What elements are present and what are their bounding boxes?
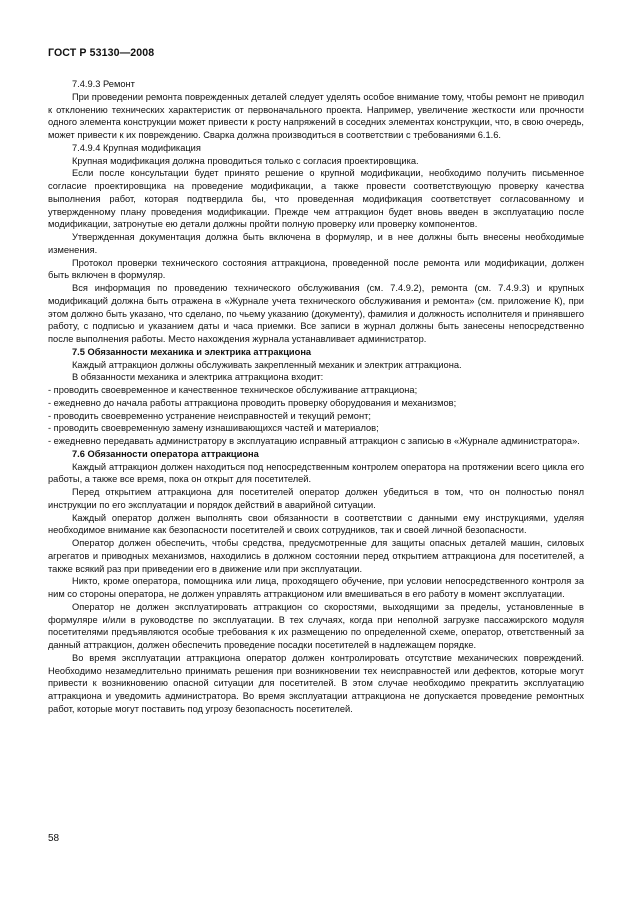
document-body <box>48 78 584 716</box>
page-number: 58 <box>48 833 60 844</box>
paragraph: Протокол проверки технического состояния аттракциона, проведенной после ремонта или модификации, должен быть включен в формуляр. <box>48 257 584 281</box>
paragraph: Каждый аттракцион должны обслуживать закрепленный механик и электрик аттракциона. <box>72 359 462 370</box>
paragraph: Во время эксплуатации аттракциона оператор должен контролировать отсутствие механических повреждений. Необходимо незамедлительно принимать решения при возникновении тех неисправностей или дефектов, которые могут привести к возникновению опасной ситуации для посетителей. В этом случае необходимо прекратить эксплуатацию аттракциона и уведомить администратора. Во время эксплуатации аттракциона не допускается проведение ремонтных работ, которые могут поставить под угрозу безопасность посетителей. <box>48 652 584 714</box>
paragraph: Оператор не должен эксплуатировать аттракцион со скоростями, выходящими за пределы, установленные в формуляре и/или в руководстве по эксплуатации. В тех случаях, когда при неполной загрузке пассажирского модуля посетителями предъявляются особые требования к их размещению по определенной схеме, оператор, ответственный за данный аттракцион, должен обеспечить проведение посадки посетителей в надлежащем порядке. <box>48 601 584 650</box>
list-item: - ежедневно передавать администратору в эксплуатацию исправный аттракцион с записью в «Журнале администратора». <box>48 436 580 446</box>
paragraph: Вся информация по проведению технического обслуживания (см. 7.4.9.2), ремонта (см. 7.4.9.3) и крупных модификаций должна быть отражена в «Журнале учета технического обслуживания и ремонта» (см. приложение К), при этом должно быть указано, что сделано, по чьему указанию (документу), фамилия и должность исполнителя и принявшего работу, с подписью и указанием даты и часа приемки. Все записи в журнал должны быть занесены непосредственно после выполнения работы. Место нахождения журнала устанавливает администратор. <box>48 283 584 344</box>
paragraph: Каждый аттракцион должен находиться под непосредственным контролем оператора на протяжении всего цикла его работы, а также все время, пока он открыт для посетителей. <box>48 461 584 485</box>
paragraph: Если после консультации будет принято решение о крупной модификации, необходимо получить письменное согласие проектировщика на проведение модификации, а также провести соответствующую проверку качества выполнения работ, которая подтвердила бы, что проведенная модификация соответствует согласованному и утвержденному плану проведения модификации. Прежде чем аттракцион будет вновь введен в эксплуатацию после модификации, затронутые ею детали должны пройти полную проверку или проверку компонентов. <box>48 168 584 230</box>
paragraph: Утвержденная документация должна быть включена в формуляр, и в нее должны быть внесены необходимые изменения. <box>48 232 584 255</box>
list-item: - проводить своевременно устранение неисправностей и текущий ремонт; <box>48 410 371 421</box>
list-item: - проводить своевременное и качественное техническое обслуживание аттракциона; <box>48 385 418 395</box>
subsection-heading-major-modification: 7.4.9.4 Крупная модификация <box>72 142 201 153</box>
paragraph: В обязанности механика и электрика аттракциона входит: <box>72 372 324 383</box>
paragraph: Никто, кроме оператора, помощника или лица, проходящего обучение, при условии непосредственного контроля за ним со стороны оператора, не должен управлять аттракционом или вмешиваться в его работу в момент эксплуатации. <box>48 576 584 599</box>
section-heading-mechanic-electrician: 7.5 Обязанности механика и электрика аттракциона <box>72 346 312 357</box>
paragraph: Оператор должен обеспечить, чтобы средства, предусмотренные для защиты опасных деталей машин, силовых агрегатов и приводных механизмов, находились в должном состоянии перед открытием аттракциона для посетителей, а также всякий раз при приведении его в движение или при эксплуатации. <box>48 538 584 574</box>
paragraph: Каждый оператор должен выполнять свои обязанности в соответствии с данными ему инструкциями, уделяя необходимое внимание как безопасности посетителей и своих сотрудников, так и своей личной безопасности. <box>48 512 584 536</box>
section-heading-operator: 7.6 Обязанности оператора аттракциона <box>72 448 259 459</box>
list-item: - проводить своевременную замену изнашивающихся частей и материалов; <box>48 423 379 434</box>
paragraph: Крупная модификация должна проводиться только с согласия проектировщика. <box>72 155 419 166</box>
paragraph: Перед открытием аттракциона для посетителей оператор должен убедиться в том, что он полностью понял инструкции по его эксплуатации и порядок действий в аварийной ситуации. <box>48 487 584 510</box>
paragraph: При проведении ремонта поврежденных деталей следует уделять особое внимание тому, чтобы ремонт не приводил к отклонению технических характеристик от первоначального проекта. Например, увеличение жесткости или прочности одного элемента конструкции может привести к росту напряжений в соседних элементах конструкции, что, в свою очередь, может привести к их повреждению. Сварка должна производиться в соответствии с требованиями 6.1.6. <box>48 91 584 140</box>
page-header-standard-code: ГОСТ Р 53130—2008 <box>48 47 155 59</box>
list-item: - ежедневно до начала работы аттракциона проводить проверку оборудования и механизмов; <box>48 397 457 408</box>
subsection-heading-repair: 7.4.9.3 Ремонт <box>72 79 135 89</box>
